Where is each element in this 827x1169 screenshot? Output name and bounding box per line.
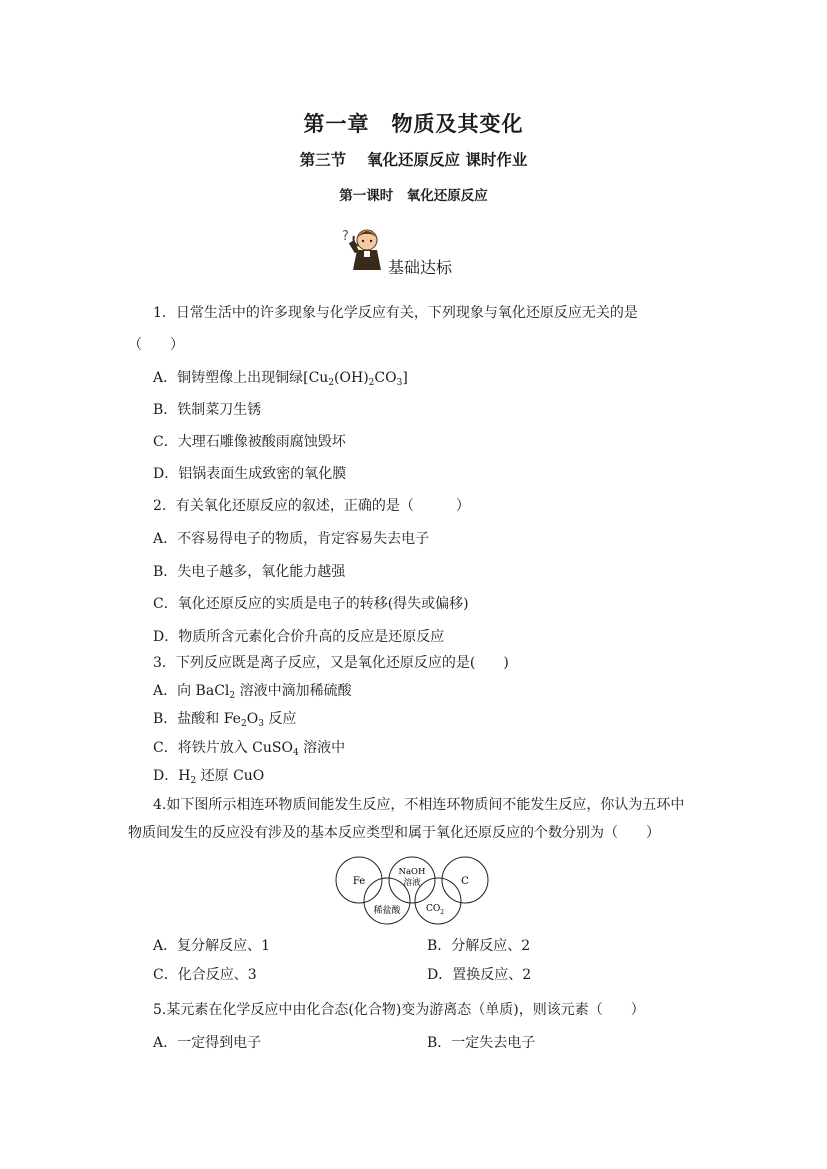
q3-option-c: C．将铁片放入 CuSO$_4$ 溶液中 (153, 740, 346, 758)
q4-stem-line1: 4.如下图所示相连环物质间能发生反应，不相连环物质间不能发生反应，你认为五环中 (153, 797, 685, 813)
q1-stem: 1．日常生活中的许多现象与化学反应有关，下列现象与氧化还原反应无关的是 (153, 305, 638, 321)
ring-label-c: C (461, 876, 469, 887)
q2-option-a: A．不容易得电子的物质，肯定容易失去电子 (153, 531, 430, 547)
q3-option-d: D．$H_2$ 还原 CuO (153, 768, 265, 786)
ring-label-naoh: NaOH (398, 867, 426, 877)
q4-option-b: B．分解反应、2 (427, 938, 531, 954)
q1-option-d: D．铝锅表面生成致密的氧化膜 (153, 466, 347, 482)
q2-stem: 2．有关氧化还原反应的叙述，正确的是（ ） (153, 498, 470, 514)
q1-option-c: C．大理石雕像被酸雨腐蚀毁坏 (153, 434, 346, 450)
q5-option-b: B．一定失去电子 (427, 1035, 536, 1051)
ring-label-solution: 溶液 (403, 878, 421, 888)
student-cartoon-icon (340, 226, 392, 274)
svg-text:?: ? (342, 229, 349, 244)
q2-option-c: C．氧化还原反应的实质是电子的转移(得失或偏移) (153, 596, 469, 612)
badge-label: 基础达标 (388, 258, 453, 277)
q1-paren: （ ） (128, 337, 184, 353)
q2-option-d: D．物质所含元素化合价升高的反应是还原反应 (153, 629, 445, 645)
q4-option-c: C．化合反应、3 (153, 967, 257, 983)
ring-label-fe: Fe (352, 876, 366, 887)
chapter-title: 第一章 物质及其变化 (303, 111, 524, 136)
q5-stem: 5.某元素在化学反应中由化合态(化合物)变为游离态（单质)，则该元素（ ） (153, 1002, 645, 1018)
q3-stem: 3．下列反应既是离子反应，又是氧化还原反应的是( ) (153, 655, 509, 671)
section-title: 第三节 氧化还原反应 课时作业 (299, 150, 528, 169)
q1-option-b: B．铁制菜刀生锈 (153, 402, 262, 418)
q3-option-b: B．盐酸和 $Fe_2O_3$ 反应 (153, 711, 297, 729)
q4-option-d: D．置换反应、2 (427, 967, 532, 983)
lesson-title: 第一课时 氧化还原反应 (339, 188, 488, 204)
ring-label-co2: $CO_2$ (425, 904, 445, 916)
q5-option-a: A．一定得到电子 (153, 1035, 262, 1051)
q2-option-b: B．失电子越多，氧化能力越强 (153, 564, 346, 580)
five-rings-diagram (330, 853, 500, 927)
q4-option-a: A．复分解反应、1 (153, 938, 271, 954)
q3-option-a: A．向 BaCl$_2$ 溶液中滴加稀硫酸 (153, 683, 352, 701)
ring-label-hcl: 稀盐酸 (373, 906, 401, 916)
q1-option-a: A．铜铸塑像上出现铜绿$[Cu_2(OH)_2CO_3]$ (153, 370, 408, 388)
q4-stem-line2: 物质间发生的反应没有涉及的基本反应类型和属于氧化还原反应的个数分别为（ ） (128, 825, 660, 841)
